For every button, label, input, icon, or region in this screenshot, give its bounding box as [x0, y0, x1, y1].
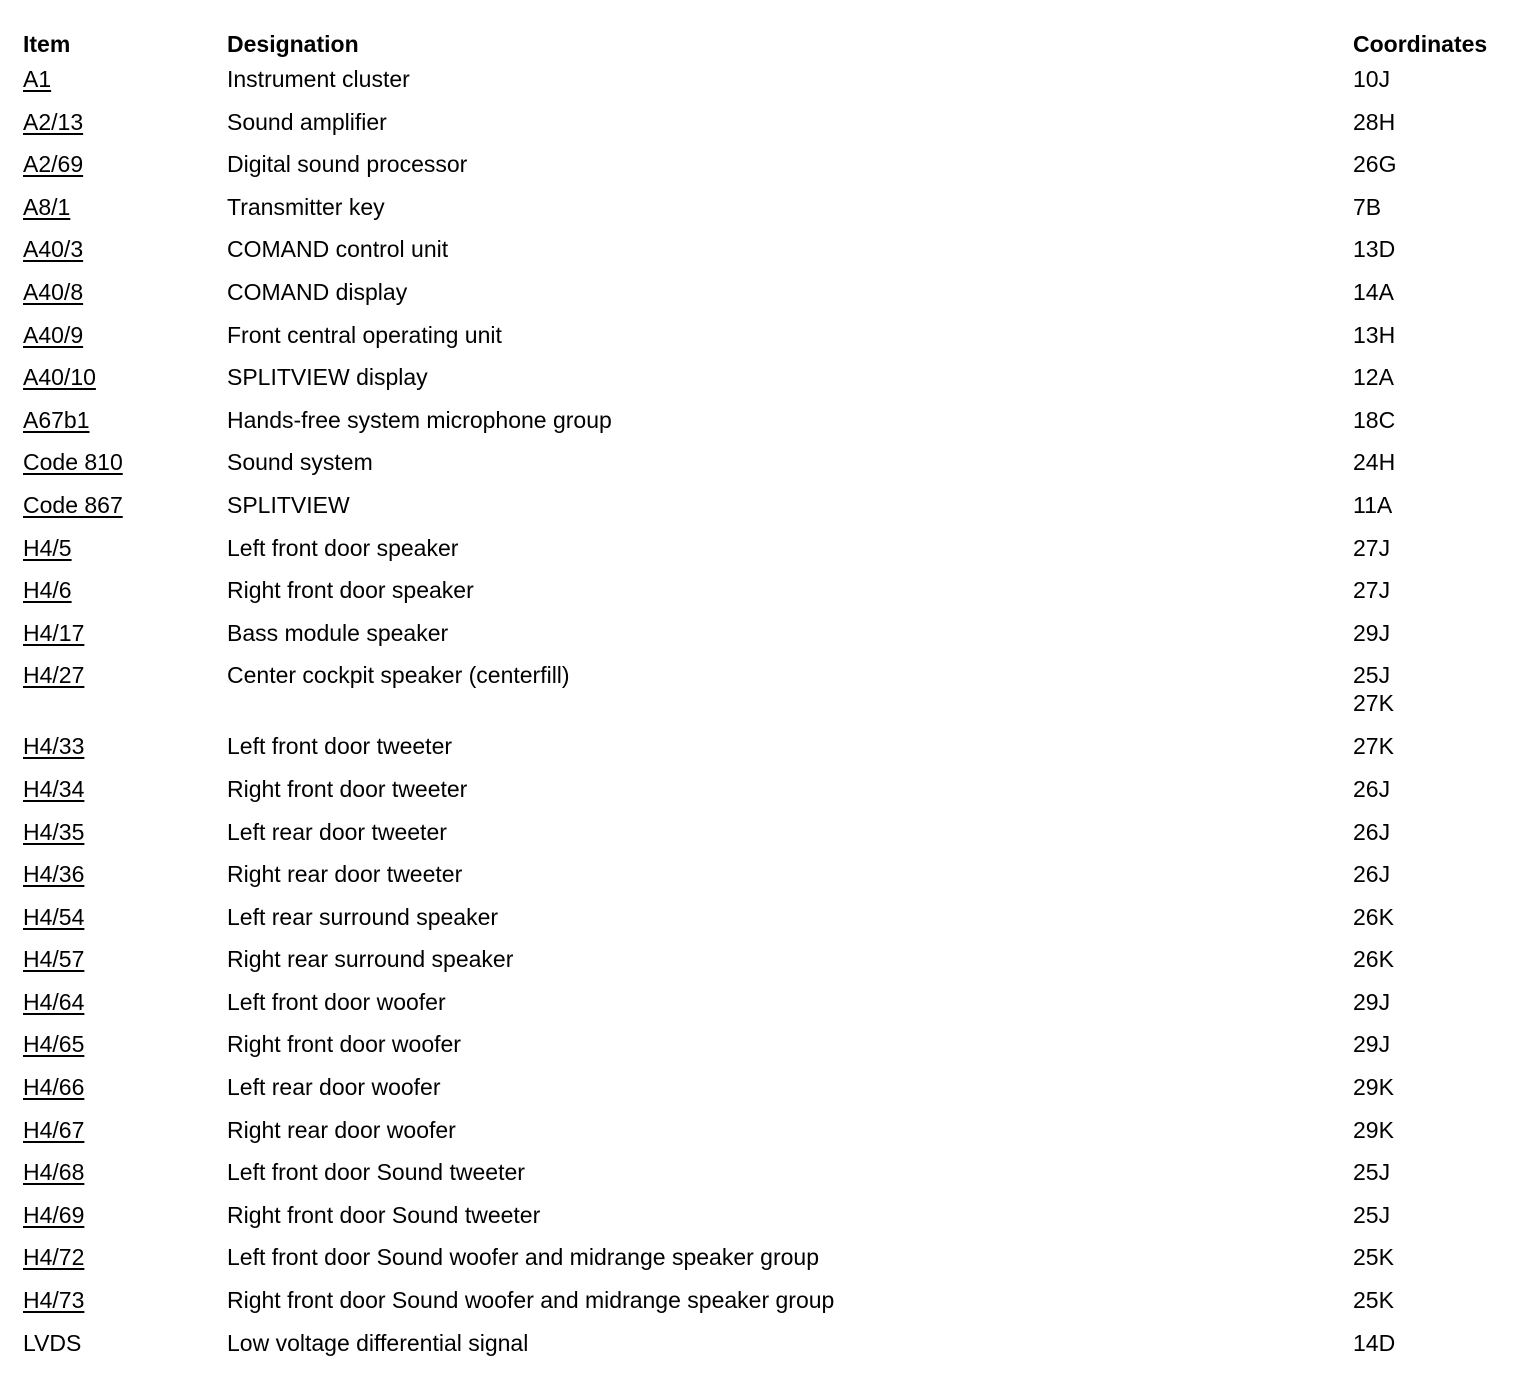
- coordinate-value: 18C: [1353, 406, 1396, 433]
- coordinate-value: 7B: [1353, 193, 1382, 220]
- designation-cell: Hands-free system microphone group: [227, 406, 612, 433]
- legend-table: [23, 26, 1513, 1369]
- item-link[interactable]: H4/35: [23, 818, 85, 845]
- coordinates-cell: [1353, 1158, 1513, 1186]
- coordinates-cell: [1353, 775, 1513, 803]
- coordinate-value: 25J: [1353, 1201, 1391, 1228]
- item-link[interactable]: A40/9: [23, 321, 84, 348]
- table-row: [23, 986, 1513, 1029]
- table-row: [23, 574, 1513, 617]
- item-link[interactable]: Code 867: [23, 491, 123, 518]
- item-cell: [23, 278, 227, 306]
- item-link[interactable]: H4/54: [23, 903, 85, 930]
- coordinates-cell: [1353, 278, 1513, 306]
- designation-cell: COMAND control unit: [227, 236, 449, 263]
- designation-cell: Right front door Sound tweeter: [227, 1201, 541, 1228]
- designation-cell: Right front door tweeter: [227, 775, 468, 802]
- item-cell: [23, 448, 227, 476]
- item-link[interactable]: A67b1: [23, 406, 90, 433]
- item-link[interactable]: A2/13: [23, 108, 84, 135]
- table-row: [23, 773, 1513, 816]
- item-cell: [23, 1329, 227, 1357]
- table-row: [23, 404, 1513, 447]
- item-cell: [23, 619, 227, 647]
- designation-cell: Right rear door tweeter: [227, 861, 463, 888]
- item-link[interactable]: H4/67: [23, 1116, 85, 1143]
- coordinate-value: 25K: [1353, 1244, 1394, 1271]
- item-cell: [23, 1286, 227, 1314]
- table-row: [23, 446, 1513, 489]
- table-row: [23, 148, 1513, 191]
- item-cell: [23, 534, 227, 562]
- item-cell: [23, 108, 227, 136]
- item-link[interactable]: A2/69: [23, 151, 84, 178]
- table-row: [23, 1199, 1513, 1242]
- header-coordinates: Coordinates: [1353, 31, 1488, 57]
- designation-cell: Right front door speaker: [227, 577, 474, 604]
- item-link[interactable]: H4/66: [23, 1074, 85, 1101]
- designation-cell: Sound system: [227, 449, 373, 476]
- designation-cell: Right front door woofer: [227, 1031, 461, 1058]
- table-row: [23, 617, 1513, 660]
- designation-cell: Left rear surround speaker: [227, 903, 499, 930]
- coordinate-value: 27K: [1353, 733, 1394, 760]
- designation-cell: Bass module speaker: [227, 619, 449, 646]
- designation-cell: Right rear surround speaker: [227, 946, 514, 973]
- item-cell: [23, 150, 227, 178]
- item-link[interactable]: Code 810: [23, 449, 123, 476]
- coordinate-value: 27K: [1353, 690, 1394, 717]
- designation-cell: SPLITVIEW: [227, 491, 350, 518]
- table-row: [23, 361, 1513, 404]
- table-row: [23, 106, 1513, 149]
- designation-cell: Right rear door woofer: [227, 1116, 456, 1143]
- table-row: [23, 63, 1513, 106]
- coordinate-value: 26J: [1353, 775, 1391, 802]
- table-row: [23, 1156, 1513, 1199]
- item-link[interactable]: H4/34: [23, 775, 85, 802]
- header-item: Item: [23, 31, 71, 57]
- coordinate-value: 13H: [1353, 321, 1396, 348]
- coordinate-value: 10J: [1353, 66, 1391, 92]
- designation-cell: COMAND display: [227, 278, 408, 305]
- table-row: [23, 901, 1513, 944]
- coordinate-value: 25J: [1353, 662, 1391, 689]
- coordinates-cell: [1353, 1116, 1513, 1144]
- coordinates-cell: [1353, 818, 1513, 846]
- coordinate-value: 14D: [1353, 1329, 1396, 1356]
- coordinate-value: 14A: [1353, 278, 1394, 305]
- item-cell: [23, 363, 227, 391]
- designation-cell: Sound amplifier: [227, 108, 387, 135]
- table-row: [23, 532, 1513, 575]
- coordinates-cell: [1353, 903, 1513, 931]
- designation-cell: Left rear door woofer: [227, 1074, 441, 1101]
- coordinate-value: 13D: [1353, 236, 1396, 263]
- coordinates-cell: [1353, 619, 1513, 647]
- table-row: [23, 1241, 1513, 1284]
- designation-cell: Left front door woofer: [227, 988, 446, 1015]
- item-cell: [23, 775, 227, 803]
- table-row: [23, 1028, 1513, 1071]
- coordinates-cell: [1353, 235, 1513, 263]
- item-cell: [23, 1243, 227, 1271]
- item-cell: [23, 1073, 227, 1101]
- item-cell: [23, 1201, 227, 1229]
- item-link[interactable]: H4/33: [23, 733, 85, 760]
- table-row: [23, 191, 1513, 234]
- designation-cell: Left front door Sound woofer and midrange speaker group: [227, 1244, 819, 1271]
- item-cell: [23, 1116, 227, 1144]
- item-label: LVDS: [23, 1329, 82, 1356]
- coordinate-value: 29J: [1353, 619, 1391, 646]
- coordinates-cell: [1353, 945, 1513, 973]
- item-link[interactable]: H4/64: [23, 988, 85, 1015]
- coordinates-cell: [1353, 1073, 1513, 1101]
- item-link[interactable]: A40/10: [23, 364, 96, 391]
- coordinates-cell: [1353, 108, 1513, 136]
- table-row: [23, 489, 1513, 532]
- designation-cell: SPLITVIEW display: [227, 364, 428, 391]
- item-cell: [23, 818, 227, 846]
- coordinates-cell: [1353, 65, 1513, 93]
- coordinate-value: 24H: [1353, 449, 1396, 476]
- item-cell: [23, 406, 227, 434]
- coordinates-cell: [1353, 1201, 1513, 1229]
- coordinate-value: 26J: [1353, 818, 1391, 845]
- coordinate-value: 29K: [1353, 1116, 1394, 1143]
- item-link[interactable]: H4/69: [23, 1201, 85, 1228]
- coordinates-cell: [1353, 732, 1513, 760]
- table-row: [23, 659, 1513, 730]
- coordinate-value: 27J: [1353, 534, 1391, 561]
- coordinates-cell: [1353, 661, 1513, 717]
- item-link[interactable]: H4/6: [23, 577, 72, 604]
- coordinates-cell: [1353, 1243, 1513, 1271]
- item-cell: [23, 235, 227, 263]
- coordinates-cell: [1353, 860, 1513, 888]
- item-cell: [23, 491, 227, 519]
- item-cell: [23, 65, 227, 93]
- coordinate-value: 29K: [1353, 1074, 1394, 1101]
- item-link[interactable]: H4/72: [23, 1244, 85, 1271]
- item-link[interactable]: H4/36: [23, 861, 85, 888]
- table-row: [23, 319, 1513, 362]
- item-link[interactable]: A8/1: [23, 193, 71, 220]
- table-row: [23, 943, 1513, 986]
- designation-cell: Transmitter key: [227, 193, 385, 220]
- item-link[interactable]: A40/8: [23, 278, 84, 305]
- item-cell: [23, 903, 227, 931]
- coordinate-value: 29J: [1353, 1031, 1391, 1058]
- table-body: [23, 63, 1513, 1369]
- item-cell: [23, 988, 227, 1016]
- item-cell: [23, 1030, 227, 1058]
- item-link[interactable]: A1: [23, 66, 52, 92]
- item-link[interactable]: H4/5: [23, 534, 72, 561]
- table-row: [23, 1071, 1513, 1114]
- coordinate-value: 28H: [1353, 108, 1396, 135]
- table-row: [23, 858, 1513, 901]
- designation-cell: Digital sound processor: [227, 151, 468, 178]
- coordinates-cell: [1353, 193, 1513, 221]
- header-designation: Designation: [227, 31, 359, 57]
- item-link[interactable]: H4/73: [23, 1287, 85, 1314]
- table-row: [23, 1114, 1513, 1157]
- table-row: [23, 276, 1513, 319]
- coordinate-value: 26K: [1353, 903, 1394, 930]
- coordinate-value: 29J: [1353, 988, 1391, 1015]
- table-header: [23, 26, 1513, 63]
- designation-cell: Left front door Sound tweeter: [227, 1159, 525, 1186]
- designation-cell: Right front door Sound woofer and midrange speaker group: [227, 1287, 835, 1314]
- item-cell: [23, 732, 227, 760]
- designation-cell: Low voltage differential signal: [227, 1329, 529, 1356]
- item-cell: [23, 860, 227, 888]
- coordinates-cell: [1353, 321, 1513, 349]
- coordinate-value: 26K: [1353, 946, 1394, 973]
- designation-cell: Front central operating unit: [227, 321, 502, 348]
- coordinate-value: 25K: [1353, 1287, 1394, 1314]
- coordinates-cell: [1353, 406, 1513, 434]
- item-cell: [23, 576, 227, 604]
- coordinate-value: 25J: [1353, 1159, 1391, 1186]
- item-link[interactable]: H4/27: [23, 662, 85, 689]
- coordinates-cell: [1353, 1329, 1513, 1357]
- designation-cell: Left rear door tweeter: [227, 818, 447, 845]
- item-cell: [23, 1158, 227, 1186]
- item-link[interactable]: H4/17: [23, 619, 85, 646]
- item-link[interactable]: H4/68: [23, 1159, 85, 1186]
- coordinate-value: 27J: [1353, 577, 1391, 604]
- coordinate-value: 12A: [1353, 364, 1394, 391]
- designation-cell: Left front door tweeter: [227, 733, 453, 760]
- item-link[interactable]: A40/3: [23, 236, 84, 263]
- coordinates-cell: [1353, 150, 1513, 178]
- table-row: [23, 1284, 1513, 1327]
- coordinate-value: 11A: [1353, 491, 1393, 518]
- coordinates-cell: [1353, 448, 1513, 476]
- item-cell: [23, 321, 227, 349]
- item-link[interactable]: H4/57: [23, 946, 85, 973]
- coordinates-cell: [1353, 491, 1513, 519]
- coordinates-cell: [1353, 363, 1513, 391]
- table-row: [23, 816, 1513, 859]
- designation-cell: Instrument cluster: [227, 66, 410, 92]
- designation-cell: Center cockpit speaker (centerfill): [227, 662, 570, 689]
- coordinate-value: 26J: [1353, 861, 1391, 888]
- table-row: [23, 233, 1513, 276]
- item-link[interactable]: H4/65: [23, 1031, 85, 1058]
- table-row: [23, 730, 1513, 773]
- designation-cell: Left front door speaker: [227, 534, 459, 561]
- item-cell: [23, 661, 227, 689]
- coordinates-cell: [1353, 1030, 1513, 1058]
- item-cell: [23, 193, 227, 221]
- coordinates-cell: [1353, 576, 1513, 604]
- coordinate-value: 26G: [1353, 151, 1397, 178]
- coordinates-cell: [1353, 1286, 1513, 1314]
- table-row: [23, 1327, 1513, 1370]
- coordinates-cell: [1353, 988, 1513, 1016]
- coordinates-cell: [1353, 534, 1513, 562]
- item-cell: [23, 945, 227, 973]
